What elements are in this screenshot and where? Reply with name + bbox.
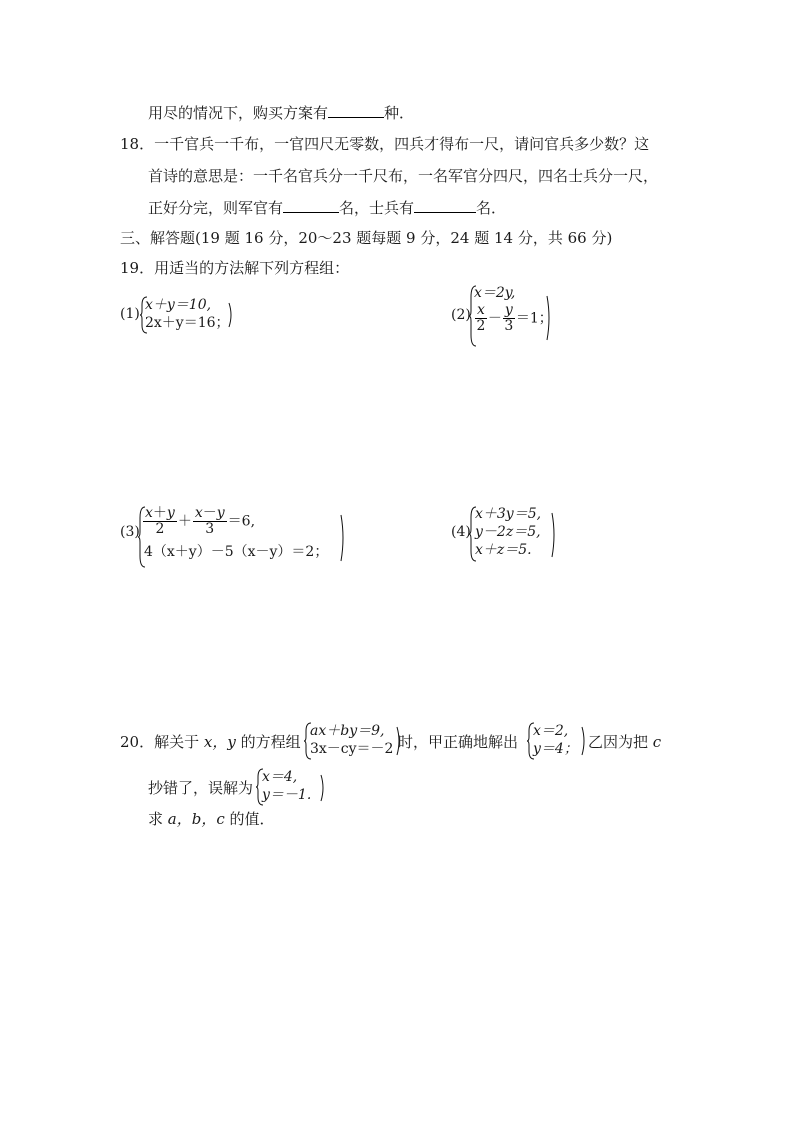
q18-line2: 首诗的意思是：一千名官兵分一千尺布，一名军官分四尺，四名士兵分一尺， xyxy=(148,167,659,185)
q20-var-c: c xyxy=(652,733,662,751)
q19-part4 xyxy=(451,506,571,566)
part3-eq1: $\frac{x+y}{2}$ ＋ $\frac{x-y}{3}$ ＝6, xyxy=(145,505,256,537)
part2-eq2-rhs: ＝1； xyxy=(515,310,553,327)
part1-label: (1) xyxy=(120,306,140,322)
q18-line3-a: 正好分完，则军官有 xyxy=(148,199,284,217)
right-paren-icon xyxy=(546,295,552,341)
part4-eq2: y－2z＝5, xyxy=(475,524,541,540)
q20-system3 xyxy=(256,768,336,808)
sys1-eq1: ax＋by＝9, xyxy=(310,723,385,739)
q20-line3-a: 求 xyxy=(148,810,164,828)
q20-line1-a xyxy=(120,733,301,751)
q19-part2 xyxy=(451,285,571,349)
q20-line3-vars: a，b，c xyxy=(167,810,225,828)
q19-part1 xyxy=(120,296,250,336)
q20-c: 的方程组 xyxy=(240,733,301,751)
right-paren-icon xyxy=(581,726,587,756)
officer-blank xyxy=(283,198,339,213)
part3-eq2: 4（x＋y）－5（x－y）＝2； xyxy=(144,544,329,560)
right-paren-icon xyxy=(340,514,346,562)
part4-label: (4) xyxy=(451,524,471,540)
part4-eq3: x＋z＝5. xyxy=(475,542,532,558)
section-title: 三、解答题(19 题 16 分，20～23 题每题 9 分，24 题 14 分，共 66 分) xyxy=(120,229,613,247)
q20-line3-c: 的值． xyxy=(229,810,275,828)
part2-eq1: x＝2y, xyxy=(474,285,516,301)
sys3-eq2: y＝－1. xyxy=(262,787,312,803)
tail-end: 种． xyxy=(384,104,415,122)
q18-line3-c: 名． xyxy=(476,199,507,217)
q20-line1-e xyxy=(588,733,661,751)
sys2-eq1: x＝2, xyxy=(533,723,569,739)
q20-e: 乙因为把 xyxy=(588,733,649,751)
q18-line1: 18．一千官兵一千布，一官四尺无零数，四兵才得布一尺，请问官兵多少数？这 xyxy=(120,135,650,153)
sys3-eq1: x＝4, xyxy=(262,769,298,785)
q19-part3 xyxy=(120,506,360,570)
right-paren-icon xyxy=(551,512,557,558)
previous-question-tail xyxy=(148,103,414,122)
sys1-eq2: 3x－cy＝－2 xyxy=(310,741,394,757)
q20-line2: 抄错了，误解为 xyxy=(148,779,254,797)
q20-line1-d: 时，甲正确地解出 xyxy=(398,733,519,751)
q20-system1 xyxy=(304,722,404,762)
q20-system2 xyxy=(527,722,597,762)
part1-eq1: x＋y＝10, xyxy=(145,297,212,313)
answer-blank xyxy=(328,103,384,118)
right-paren-icon xyxy=(228,302,234,328)
fraction-y-over-3: $\frac{y}{3}$ xyxy=(504,302,514,334)
part3-eq1-rhs: ＝6, xyxy=(227,513,256,530)
right-paren-icon xyxy=(320,774,326,802)
part4-eq1: x＋3y＝5, xyxy=(475,506,542,522)
soldier-blank xyxy=(414,198,476,213)
fraction-x-minus-y-over-3: $\frac{x-y}{3}$ xyxy=(194,505,225,537)
sys2-eq2: y＝4； xyxy=(533,741,578,757)
part2-eq2: $\frac{x}{2}$ － $\frac{y}{3}$ ＝1； xyxy=(476,302,553,334)
q20-a: 20．解关于 xyxy=(120,733,200,751)
fraction-x-over-2: $\frac{x}{2}$ xyxy=(476,302,486,334)
fraction-x-plus-y-over-2: $\frac{x+y}{2}$ xyxy=(145,505,175,537)
q18-line3-b: 名，士兵有 xyxy=(339,199,415,217)
tail-text: 用尽的情况下，购买方案有 xyxy=(148,104,329,122)
q19-stem: 19．用适当的方法解下列方程组： xyxy=(120,259,350,277)
part2-label: (2) xyxy=(451,307,471,323)
part3-label: (3) xyxy=(120,524,140,540)
part1-eq2: 2x＋y＝16； xyxy=(145,315,230,331)
q20-line3 xyxy=(148,810,275,828)
q20-vars: x，y xyxy=(203,733,236,751)
q18-line3 xyxy=(148,198,506,217)
